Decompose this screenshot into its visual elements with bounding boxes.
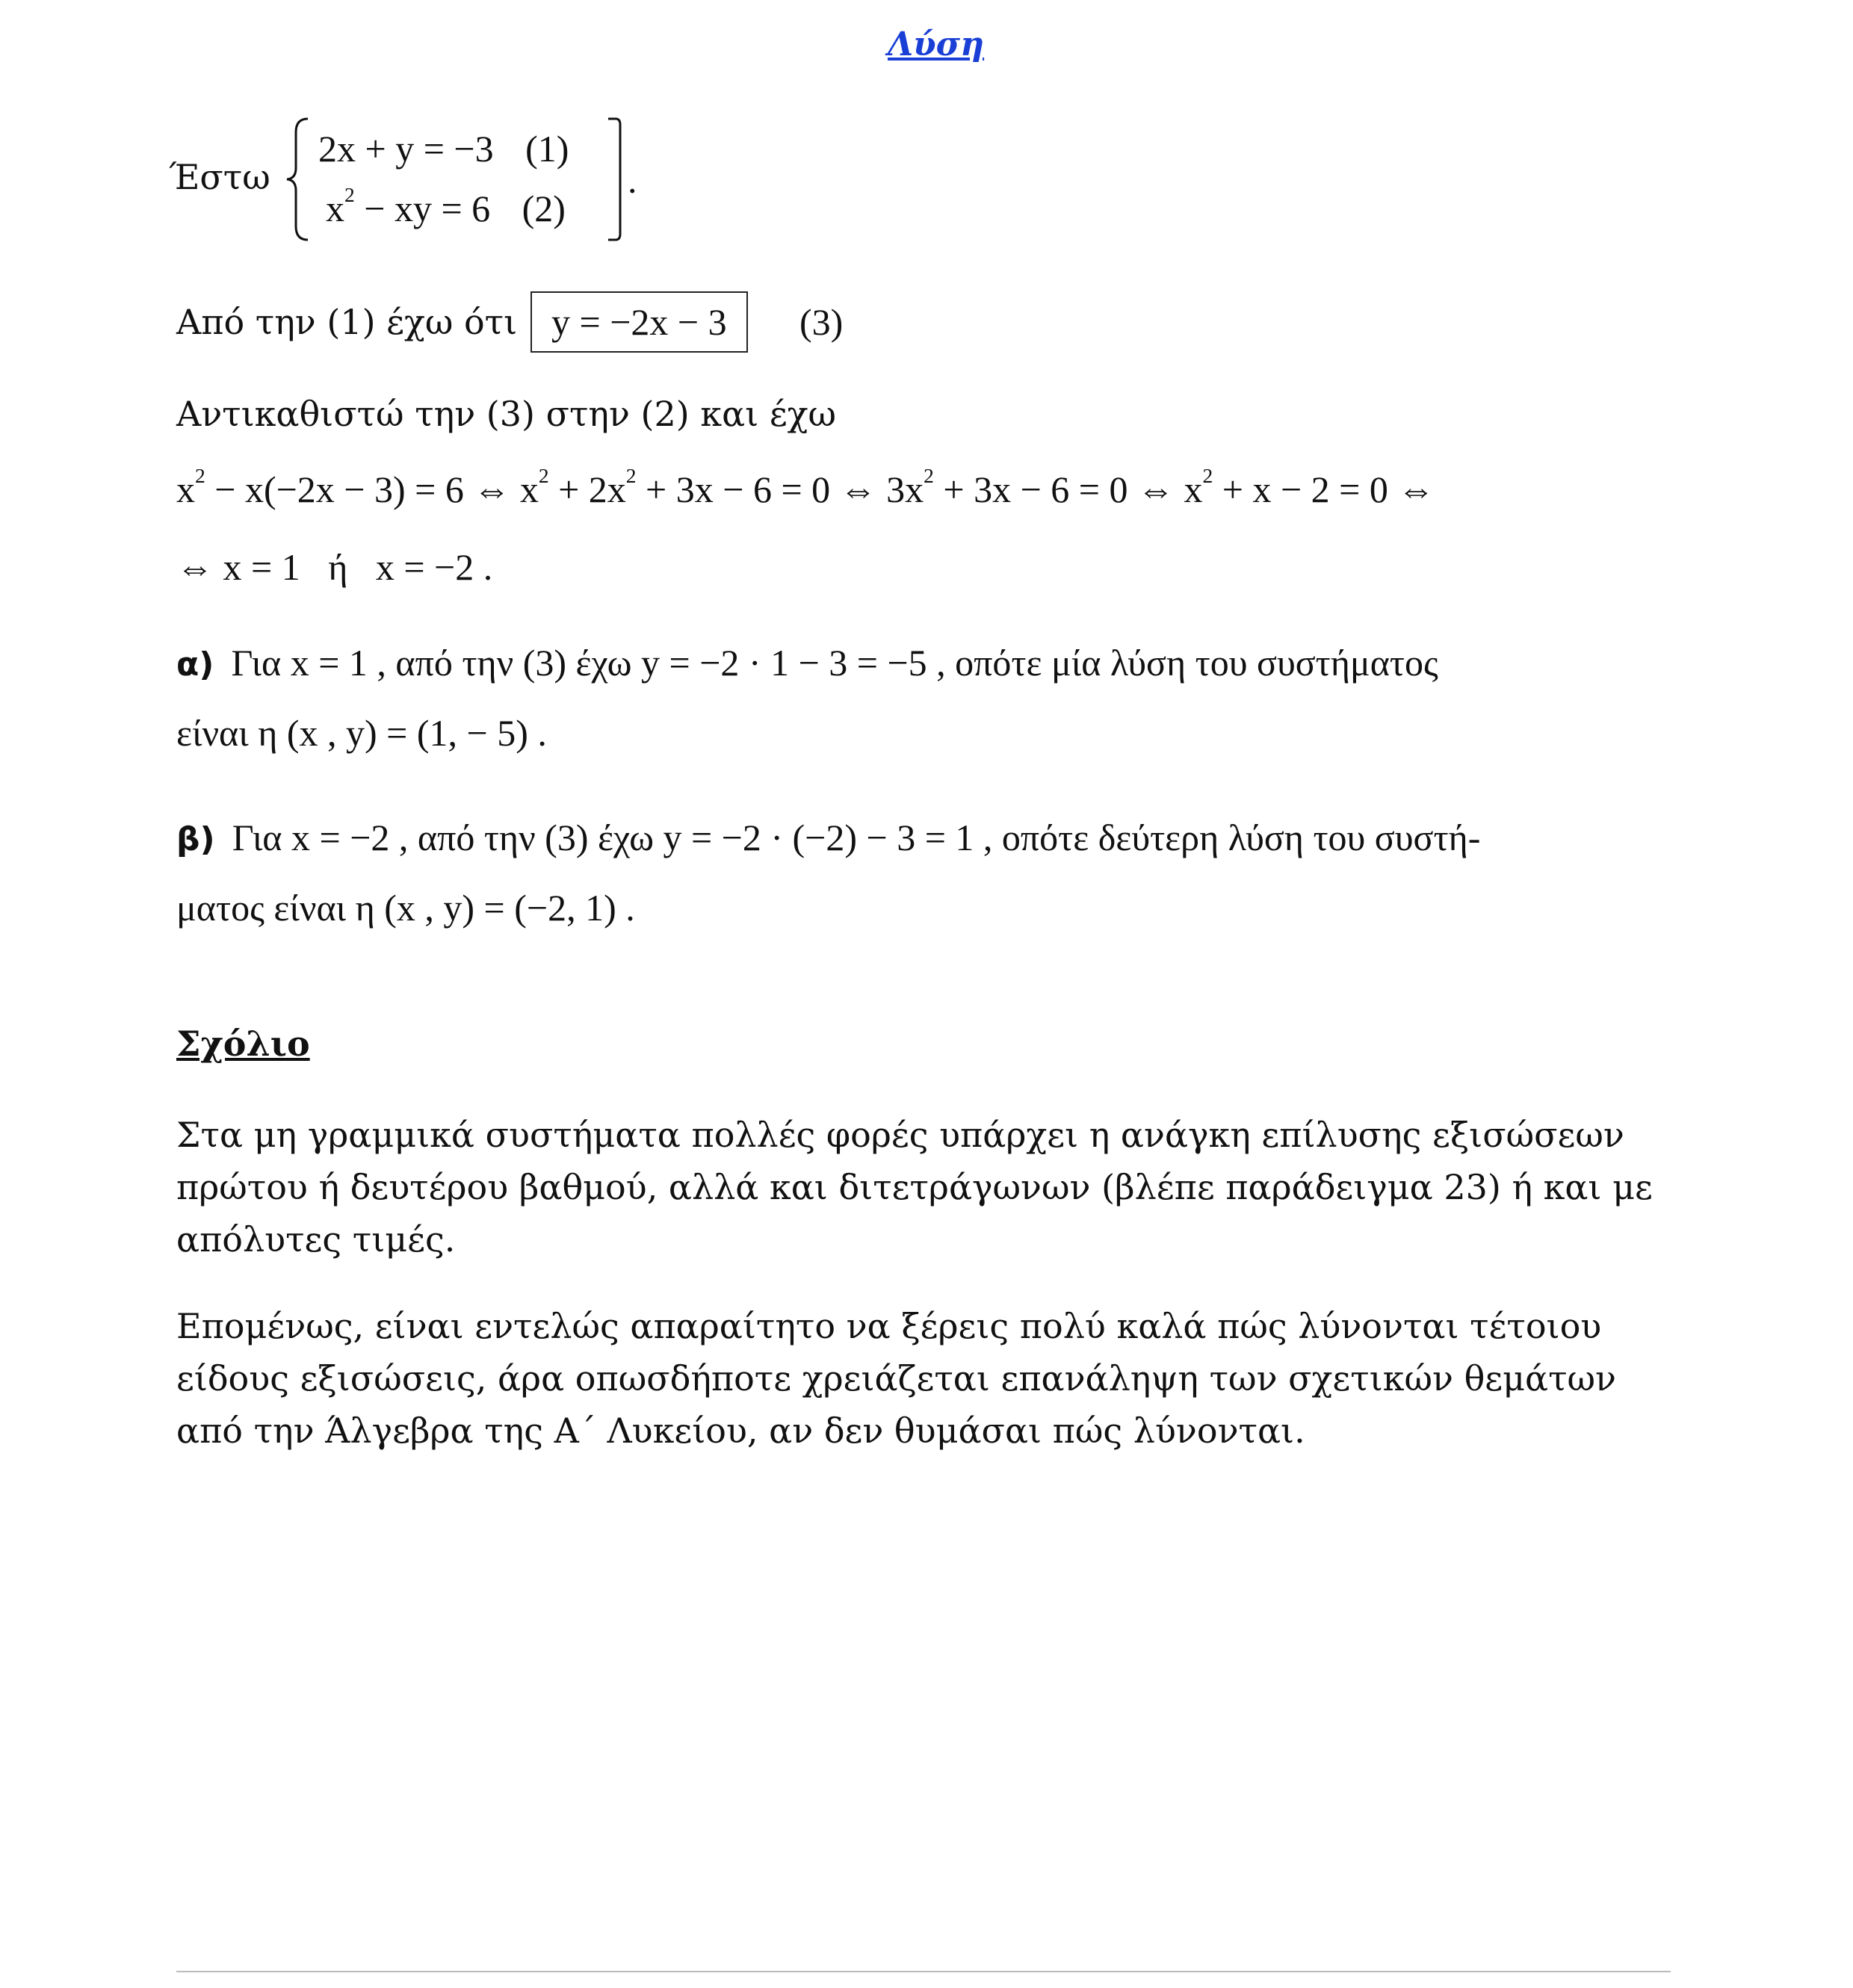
calc-part: + x − 2 = 0 ⇔: [1213, 468, 1435, 510]
calc-part: x: [176, 468, 195, 510]
case-b-text: Για x = −2 , από την (3) έχω y = −2 · (−2) − 3 = 1 , οπότε δεύτερη λύση του συστή-: [232, 817, 1481, 858]
step2-text: Αντικαθιστώ την (3) στην (2) και έχω: [176, 394, 837, 434]
calc-exponent: 2: [1202, 463, 1213, 487]
equation-2-exponent: 2: [344, 182, 355, 206]
step1-tag: (3): [799, 301, 844, 343]
boxed-expression-text: y = −2x − 3: [530, 291, 748, 353]
case-a-line-1: [176, 641, 1438, 684]
page-bottom-divider: [176, 1971, 1671, 1972]
calc-line-1: [176, 463, 1435, 511]
left-brace-icon: [282, 116, 312, 243]
equation-1: [318, 127, 569, 170]
step1-text: Από την (1) έχω ότι: [176, 302, 518, 342]
comment-paragraph-2: Επομένως, είναι εντελώς απαραίτητο να ξέρεις πολύ καλά πώς λύνονται τέτοιου είδους εξισώσεις, άρα οπωσδήποτε χρειάζεται επανάληψη των σχετικών θεμάτων από την Άλγεβρα της Α΄ Λυκείου, αν δεν θυμάσαι πώς λύνονται.: [176, 1306, 1616, 1451]
calc-exponent: 2: [625, 463, 637, 487]
boxed-expression: [530, 291, 748, 353]
page-title[interactable]: Λύση: [888, 25, 985, 64]
equation-2-tag: (2): [522, 188, 566, 229]
right-bracket-icon: [604, 116, 626, 243]
calc-part: + 3x − 6 = 0 ⇔ x: [933, 468, 1203, 510]
calc-exponent: 2: [538, 463, 549, 487]
calc-exponent: 2: [924, 463, 934, 487]
equation-1-tag: (1): [525, 128, 569, 170]
case-a-line-2: είναι η (x , y) = (1, − 5) .: [176, 712, 547, 754]
calc-part: − x(−2x − 3) = 6 ⇔ x: [205, 468, 539, 510]
case-b-line-1: [176, 816, 1480, 859]
case-a-label: α): [176, 645, 214, 684]
calc-exponent: 2: [195, 463, 205, 487]
calc-part: + 2x: [548, 468, 626, 510]
case-b-label: β): [176, 820, 215, 858]
comment-heading: Σχόλιο: [176, 1024, 310, 1064]
calc-part: + 3x − 6 = 0 ⇔ 3x: [636, 468, 924, 510]
calc-line-2: ⇔ x = 1 ή x = −2 .: [176, 546, 493, 588]
equation-2: [326, 182, 566, 230]
case-b-line-2: ματος είναι η (x , y) = (−2, 1) .: [176, 887, 635, 929]
system-prefix: Έστω: [169, 157, 270, 197]
comment-paragraph-1: Στα μη γραμμικά συστήματα πολλές φορές υπάρχει η ανάγκη επίλυσης εξισώσεων πρώτου ή δευτέρου βαθμού, αλλά και διτετράγωνων (βλέπε παράδειγμα 23) ή και με απόλυτες τιμές.: [176, 1115, 1653, 1260]
equation-2-text: − xy = 6: [354, 188, 491, 229]
equation-1-text: 2x + y = −3: [318, 128, 494, 170]
case-a-text: Για x = 1 , από την (3) έχω y = −2 · 1 − 3 = −5 , οπότε μία λύση του συστήματος: [231, 642, 1438, 684]
equation-2-base: x: [326, 188, 344, 229]
system-period: .: [628, 159, 637, 201]
